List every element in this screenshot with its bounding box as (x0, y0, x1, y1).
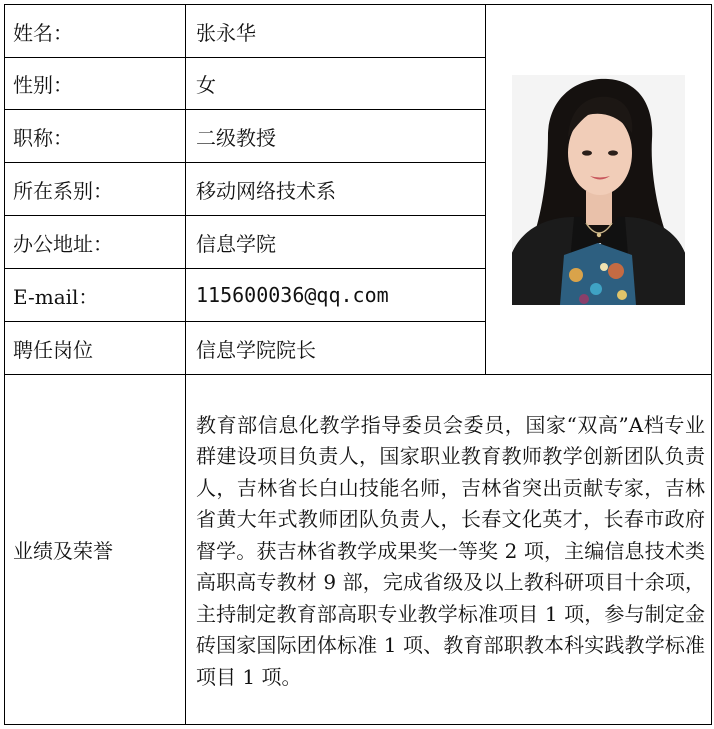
department-label: 所在系别： (5, 163, 186, 216)
email-value: 115600036@qq.com (186, 269, 486, 322)
office-value: 信息学院 (186, 216, 486, 269)
gender-label: 性别： (5, 58, 186, 110)
row-name (5, 5, 712, 58)
position-label: 聘任岗位 (5, 322, 186, 375)
honors-cell (186, 375, 712, 725)
name-label: 姓名： (5, 5, 186, 58)
honors-label: 业绩及荣誉 (5, 375, 186, 725)
title-value: 二级教授 (186, 110, 486, 163)
profile-table (4, 4, 712, 725)
honors-text: 教育部信息化教学指导委员会委员，国家“双高”A档专业群建设项目负责人，国家职业教育教师教学创新团队负责人，吉林省长白山技能名师，吉林省突出贡献专家，吉林省黄大年式教师团队负责人，长春文化英才，长春市政府督学。获吉林省教学成果奖一等奖 2 项，主编信息技术类高职高专教材 9 部，完成省级及以上教科研项目十余项，主持制定教育部高职专业教学标准项目 1 项，参与制定金砖国家国际团体标准 1 项、教育部职教本科实践教学标准项目 1 项。 (196, 412, 705, 689)
position-value: 信息学院院长 (186, 322, 486, 375)
portrait-photo (512, 75, 685, 305)
title-label: 职称： (5, 110, 186, 163)
department-value: 移动网络技术系 (186, 163, 486, 216)
gender-value: 女 (186, 58, 486, 110)
office-label: 办公地址： (5, 216, 186, 269)
name-value: 张永华 (186, 5, 486, 58)
email-label: E-mail： (5, 269, 186, 322)
photo-cell (486, 5, 712, 375)
row-honors (5, 375, 712, 725)
